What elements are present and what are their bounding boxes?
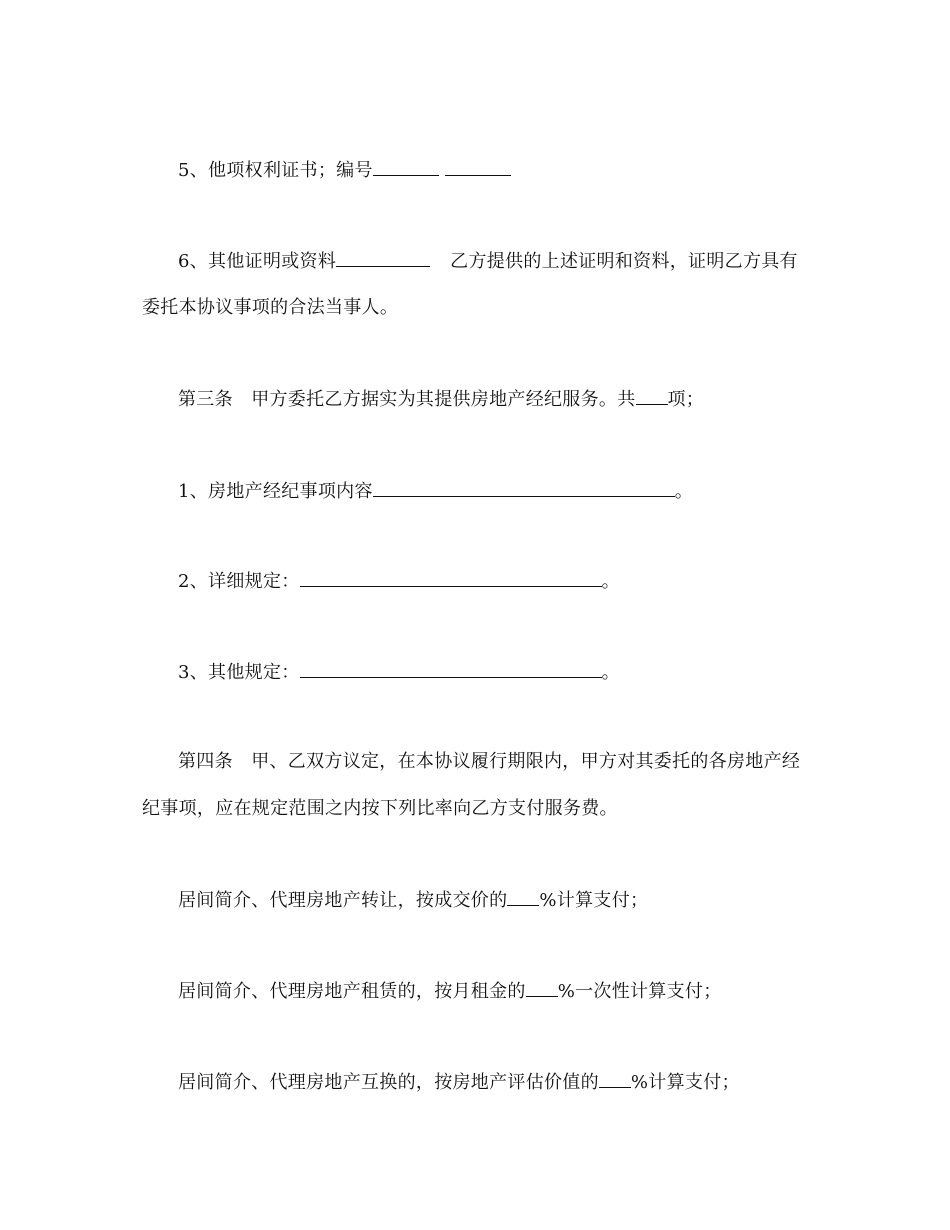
period: 。 bbox=[674, 481, 694, 502]
blank-field bbox=[373, 157, 439, 176]
fee-transfer-suffix: %计算支付； bbox=[539, 890, 649, 911]
blank-field bbox=[373, 478, 675, 497]
item-5-text: 5、他项权利证书；编号 bbox=[178, 160, 373, 181]
paragraph-text: 纪事项，应在规定范围之内按下列比率向乙方支付服务费。 bbox=[142, 798, 618, 819]
blank-field bbox=[636, 386, 668, 405]
article-3-item-3 bbox=[178, 659, 620, 685]
fee-transfer bbox=[178, 887, 648, 913]
fee-exchange-suffix: %计算支付； bbox=[630, 1072, 740, 1093]
fee-transfer-text: 居间简介、代理房地产转让，按成交价的 bbox=[178, 890, 508, 911]
item-6-other-documents bbox=[178, 248, 798, 274]
period: 。 bbox=[601, 662, 620, 683]
blank-field bbox=[445, 157, 511, 176]
period: 。 bbox=[601, 571, 620, 592]
article-4-line-1 bbox=[178, 750, 800, 774]
fee-lease-suffix: %一次性计算支付； bbox=[557, 981, 722, 1002]
fee-lease bbox=[178, 978, 722, 1004]
blank-field bbox=[300, 659, 602, 678]
article-3-suffix: 项； bbox=[667, 389, 705, 410]
article-4-text: 第四条 甲、乙双方议定，在本协议履行期限内，甲方对其委托的各房地产经 bbox=[178, 751, 801, 772]
article-4-line-2 bbox=[142, 797, 618, 821]
fee-exchange bbox=[178, 1069, 740, 1095]
item-5-other-rights-certificate bbox=[178, 157, 511, 183]
item-1-text: 1、房地产经纪事项内容 bbox=[178, 481, 373, 502]
item-2-text: 2、详细规定： bbox=[178, 571, 300, 592]
fee-exchange-text: 居间简介、代理房地产互换的，按房地产评估价值的 bbox=[178, 1072, 599, 1093]
article-3-item-2 bbox=[178, 568, 620, 594]
article-3-heading bbox=[178, 386, 704, 412]
blank-field bbox=[507, 887, 539, 906]
blank-field bbox=[336, 248, 430, 267]
blank-field bbox=[526, 978, 558, 997]
fee-lease-text: 居间简介、代理房地产租赁的，按月租金的 bbox=[178, 981, 526, 1002]
article-3-text: 第三条 甲方委托乙方据实为其提供房地产经纪服务。共 bbox=[178, 389, 636, 410]
item-3-text: 3、其他规定： bbox=[178, 662, 300, 683]
blank-field bbox=[599, 1069, 631, 1088]
item-6-continuation: 乙方提供的上述证明和资料，证明乙方具有 bbox=[450, 251, 798, 272]
item-6-text: 6、其他证明或资料 bbox=[178, 251, 337, 272]
item-6-line-2 bbox=[142, 296, 398, 320]
blank-field bbox=[300, 568, 602, 587]
article-3-item-1 bbox=[178, 478, 693, 504]
paragraph-text: 委托本协议事项的合法当事人。 bbox=[142, 297, 399, 318]
